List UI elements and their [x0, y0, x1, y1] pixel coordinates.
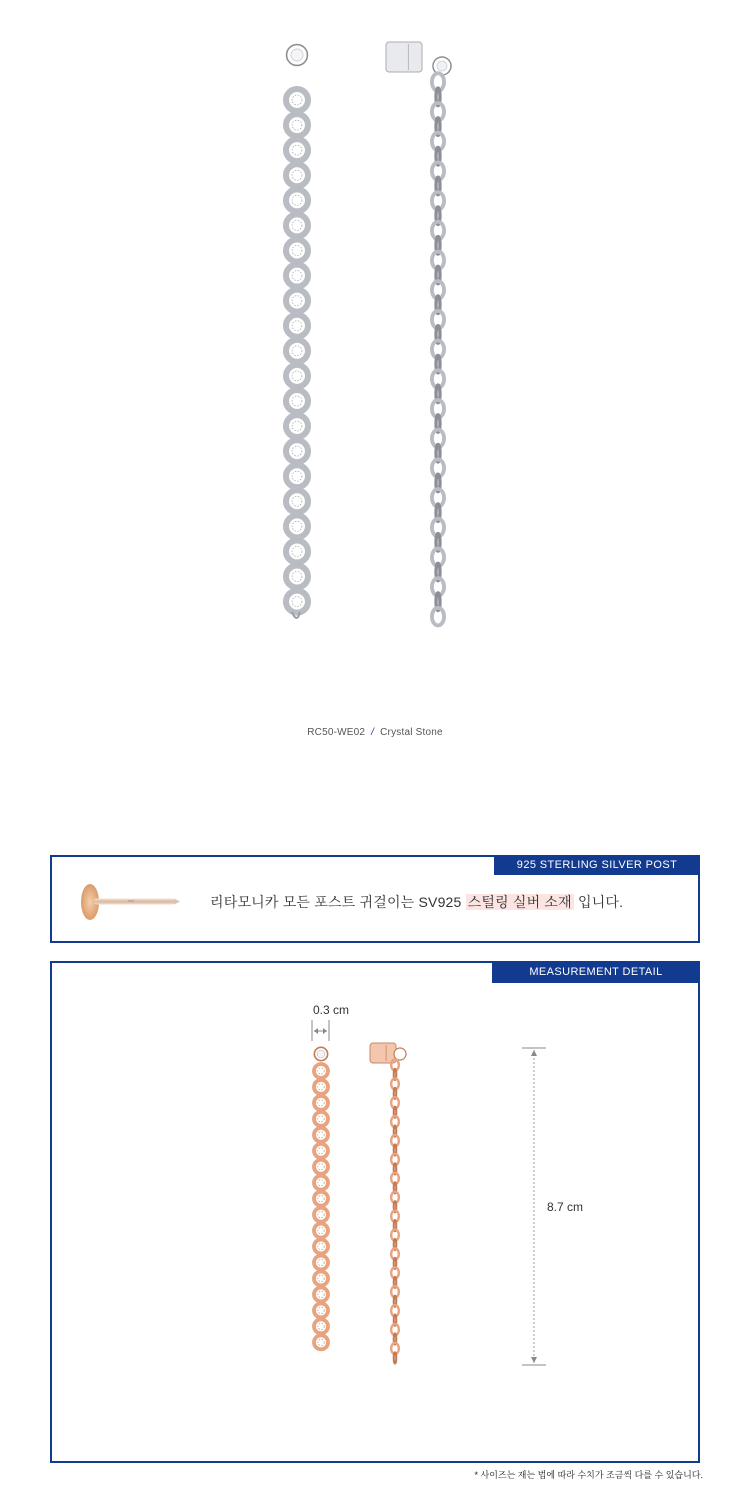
measurement-panel-tab: MEASUREMENT DETAIL: [492, 961, 700, 983]
width-label: 0.3 cm: [312, 1003, 350, 1017]
silver-round-chain-earring: [286, 45, 308, 618]
product-caption: [0, 727, 750, 738]
earring-post-icon: [74, 879, 184, 925]
silver-fine-chain-earring: [386, 42, 451, 625]
size-footnote: * 사이즈는 재는 법에 따라 수치가 조금씩 다를 수 있습니다.: [474, 1470, 703, 1480]
product-photo: [0, 0, 750, 700]
post-text-highlight: 스털링 실버 소재: [467, 894, 572, 910]
caption-separator: /: [371, 727, 375, 738]
stone-type: Crystal Stone: [380, 727, 443, 738]
post-material-text: [210, 892, 623, 912]
length-dimension: [522, 1048, 583, 1365]
post-text-start: 리타모니카 모든 포스트 귀걸이는 SV925: [210, 894, 466, 910]
post-panel-tab: 925 STERLING SILVER POST: [494, 855, 700, 875]
measurement-diagram: [50, 961, 700, 1463]
width-dimension: [312, 1003, 349, 1041]
post-text-end: 입니다.: [573, 894, 624, 910]
length-label: 8.7 cm: [546, 1200, 584, 1214]
sterling-silver-post-panel: [50, 855, 700, 943]
product-code: RC50-WE02: [307, 727, 366, 738]
rose-gold-round-chain-earring: [314, 1047, 328, 1349]
rose-gold-fine-chain-earring: [370, 1043, 406, 1364]
